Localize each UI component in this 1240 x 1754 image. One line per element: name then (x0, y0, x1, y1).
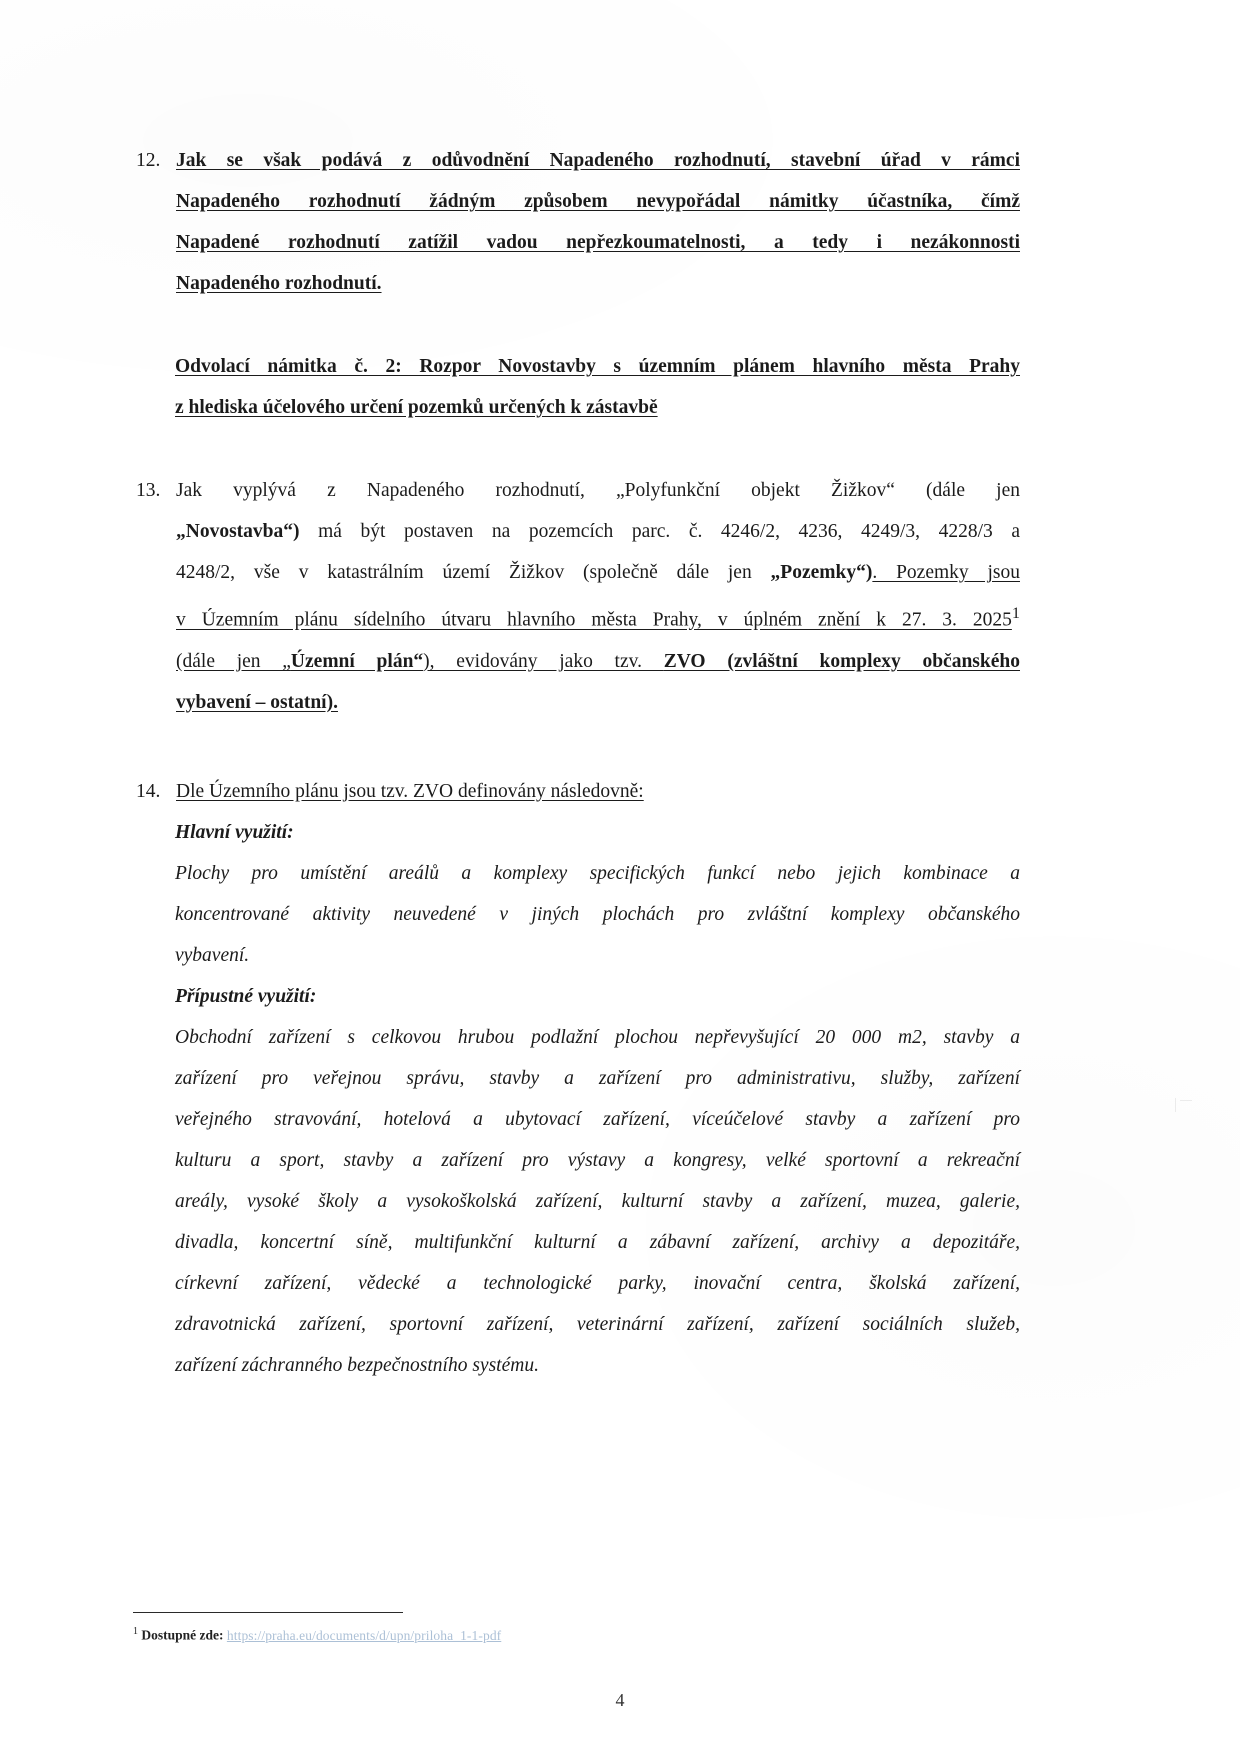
definition-title-main-use: Hlavní využití: (175, 821, 294, 843)
scan-artifact (1175, 1098, 1176, 1112)
main-use-line-2: koncentrované aktivity neuvedené v jiných plochách pro zvláštní komplexy občanského (175, 903, 1020, 925)
item-12-line-1: Jak se však podává z odůvodnění Napadeného rozhodnutí, stavební úřad v rámci (176, 150, 1020, 171)
item-13-body (176, 470, 1020, 723)
term-novostavba: „Novostavba“) (176, 521, 300, 542)
footnote-marker-ref: 1 (1011, 604, 1020, 622)
item-13-line-4 (176, 593, 1020, 641)
main-use-line-1: Plochy pro umístění areálů a komplexy specifických funkcí nebo jejich kombinace a (175, 862, 1020, 884)
definition-main-use (175, 853, 1020, 976)
main-use-line-3: vybavení. (175, 944, 250, 966)
definition-permitted-use (175, 1017, 1020, 1386)
footnote (133, 1622, 1013, 1646)
page-number: 4 (615, 1690, 625, 1710)
permitted-use-line-6: divadla, koncertní síně, multifunkční kulturní a zábavní zařízení, archivy a depozitáře, (175, 1231, 1020, 1253)
permitted-use-line-1: Obchodní zařízení s celkovou hrubou podlažní plochou nepřevyšující 20 000 m2, stavby a (175, 1026, 1020, 1048)
item-13-line-3-plain: 4248/2, vše v katastrálním území Žižkov (společně dále jen (176, 562, 771, 583)
item-12-number: 12. (136, 150, 161, 171)
term-pozemky: „Pozemky“) (770, 562, 873, 583)
item-13-line-5-b: ), evidovány jako tzv. (423, 650, 664, 672)
section-heading-2 (175, 346, 1020, 428)
item-14-number: 14. (136, 780, 161, 802)
spacer (135, 723, 1020, 771)
item-12-body (176, 140, 1020, 304)
term-zvo-cont: vybavení – ostatní). (176, 691, 338, 713)
permitted-use-line-4: kulturu a sport, stavby a zařízení pro výstavy a kongresy, velké sportovní a rekreační (175, 1149, 1020, 1171)
footnote-separator (133, 1612, 403, 1613)
item-13-number: 13. (136, 480, 161, 501)
item-13-line-4-underlined: v Územním plánu sídelního útvaru hlavního města Prahy, v úplném znění k 27. 3. 2025 (176, 609, 1012, 631)
item-13-line-1: Jak vyplývá z Napadeného rozhodnutí, „Polyfunkční objekt Žižkov“ (dále jen (176, 480, 1020, 501)
item-13-line-3-underlined: . Pozemky jsou (872, 562, 1020, 583)
permitted-use-line-9: zařízení záchranného bezpečnostního systému. (175, 1354, 539, 1376)
item-12-line-4: Napadeného rozhodnutí. (176, 273, 382, 294)
item-13-line-5-a: (dále jen „ (176, 650, 291, 672)
item-14-body (176, 771, 1020, 812)
page-content (135, 140, 1020, 1386)
list-item-12 (135, 140, 1020, 304)
scan-artifact (1180, 1100, 1192, 1101)
permitted-use-line-5: areály, vysoké školy a vysokoškolská zařízení, kulturní stavby a zařízení, muzea, galerie, (175, 1190, 1020, 1212)
section-heading-2-line-2: z hlediska účelového určení pozemků určených k zástavbě (175, 397, 658, 418)
list-item-13 (135, 470, 1020, 723)
item-13-line-5 (176, 641, 1020, 682)
item-12-line-3: Napadené rozhodnutí zatížil vadou nepřezkoumatelnosti, a tedy i nezákonnosti (176, 232, 1020, 253)
item-13-line-6 (176, 682, 1020, 723)
term-uzemni-plan: Územní plán“ (290, 650, 424, 672)
spacer (135, 304, 1020, 346)
definition-title-permitted-use: Přípustné využití: (175, 985, 317, 1007)
item-14-intro: Dle Územního plánu jsou tzv. ZVO definovány následovně: (176, 780, 644, 802)
term-zvo: ZVO (zvláštní komplexy občanského (663, 650, 1020, 672)
footnote-link[interactable]: https://praha.eu/documents/d/upn/priloha_1-1-pdf (226, 1627, 502, 1643)
item-13-line-2-rest: má být postaven na pozemcích parc. č. 4246/2, 4236, 4249/3, 4228/3 a (299, 521, 1020, 542)
item-13-line-3 (176, 552, 1020, 593)
list-item-14 (135, 771, 1020, 812)
permitted-use-line-7: církevní zařízení, vědecké a technologické parky, inovační centra, školská zařízení, (175, 1272, 1020, 1294)
permitted-use-line-2: zařízení pro veřejnou správu, stavby a zařízení pro administrativu, služby, zařízení (175, 1067, 1020, 1089)
item-13-line-2 (176, 511, 1020, 552)
footnote-label: Dostupné zde: (141, 1627, 224, 1643)
permitted-use-line-3: veřejného stravování, hotelová a ubytovací zařízení, víceúčelové stavby a zařízení pro (175, 1108, 1020, 1130)
section-heading-2-line-1: Odvolací námitka č. 2: Rozpor Novostavby s územním plánem hlavního města Prahy (175, 356, 1020, 377)
item-12-line-2: Napadeného rozhodnutí žádným způsobem nevypořádal námitky účastníka, čímž (176, 191, 1020, 212)
spacer (135, 428, 1020, 470)
footnote-marker: 1 (133, 1626, 138, 1637)
permitted-use-line-8: zdravotnická zařízení, sportovní zařízení, veterinární zařízení, zařízení sociálních služeb, (175, 1313, 1020, 1335)
